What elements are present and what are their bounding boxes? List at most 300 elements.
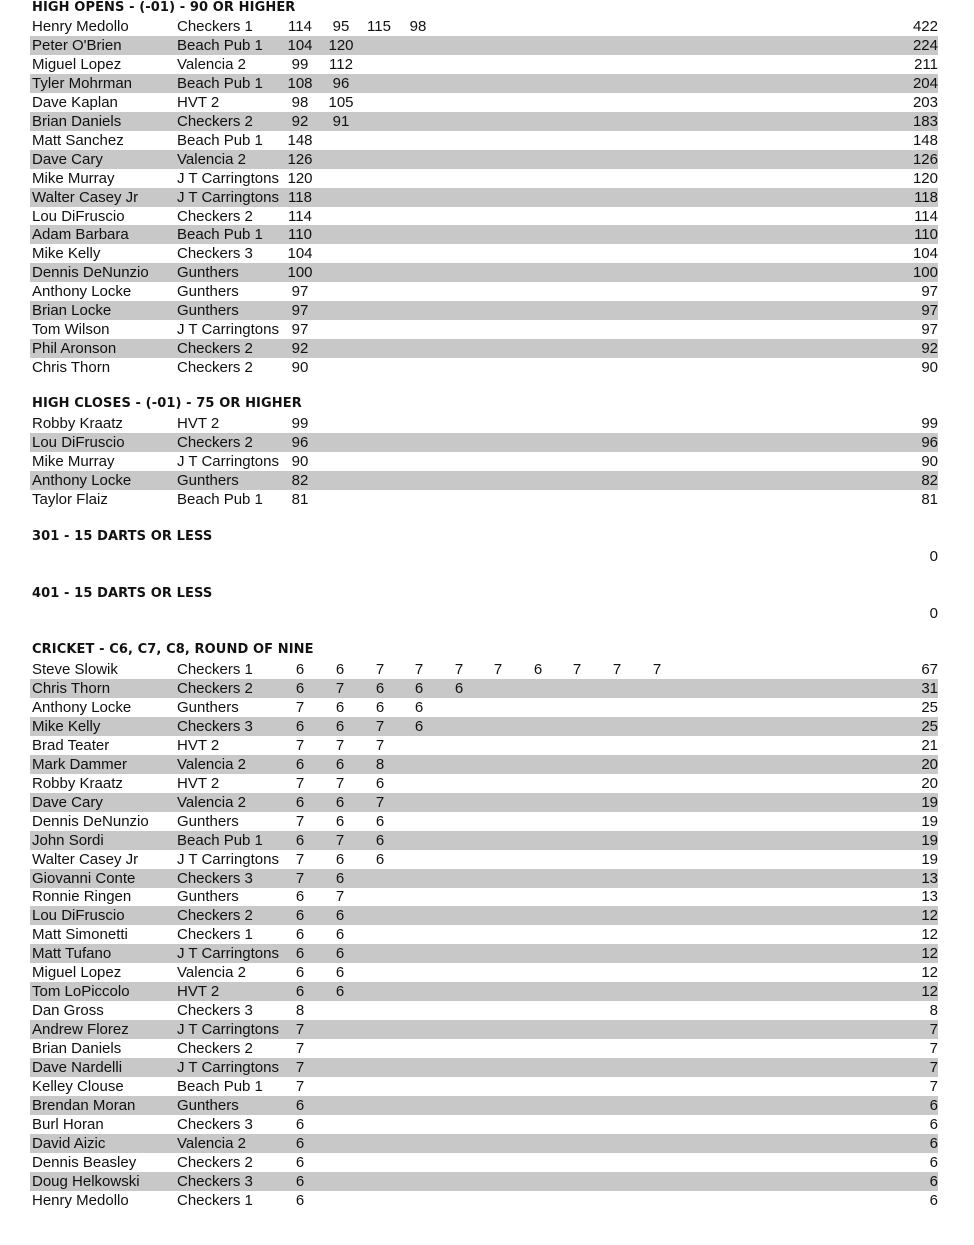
score-cell: 6 [295,793,305,811]
score-cell: 7 [295,812,305,830]
table-row [30,1115,938,1134]
team-name: Checkers 2 [177,433,253,451]
player-name: Anthony Locke [32,471,132,489]
table-row [30,812,938,831]
team-name: Gunthers [177,264,239,282]
team-name: J T Carringtons [177,188,279,206]
score-cell: 6 [335,907,345,925]
score-cell: 115 [367,18,391,35]
player-name: Matt Tufano [32,945,112,963]
player-name: Mike Kelly [32,717,101,735]
team-name: Checkers 1 [177,18,253,35]
score-cell: 99 [291,55,309,73]
team-name: Checkers 3 [177,717,253,735]
score-cell: 96 [332,74,350,92]
row-total: 7 [929,1040,938,1057]
team-name: Checkers 2 [177,359,253,377]
score-cell: 105 [328,93,354,111]
table-row [30,1096,938,1115]
score-cell: 6 [375,812,385,830]
table-row [30,36,938,55]
score-cell: 7 [572,661,582,678]
table-row [30,698,938,717]
score-cell: 120 [287,169,313,187]
table-row [30,1191,938,1210]
row-total: 148 [912,131,938,149]
row-total: 120 [912,169,938,187]
player-name: Dave Cary [32,150,103,168]
team-name: J T Carringtons [177,1021,279,1038]
player-name: Tom Wilson [32,321,110,339]
team-name: Checkers 3 [177,1002,253,1020]
player-name: Robby Kraatz [32,415,123,432]
player-name: Lou DiFruscio [32,207,125,225]
team-name: Checkers 2 [177,207,253,225]
player-name: Steve Slowik [32,661,118,678]
team-name: J T Carringtons [177,945,279,963]
player-name: Lou DiFruscio [32,433,125,451]
score-cell: 6 [335,661,345,678]
score-cell: 7 [295,869,305,887]
player-name: Miguel Lopez [32,55,122,73]
section-title: HIGH CLOSES - (-01) - 75 OR HIGHER [32,396,302,411]
row-total: 99 [921,415,938,432]
row-total: 224 [912,37,938,54]
player-name: Mike Murray [32,452,115,470]
score-cell: 6 [295,831,305,849]
table-row [30,850,938,869]
score-cell: 6 [295,680,305,697]
table-row [30,55,938,74]
team-name: Checkers 1 [177,661,253,678]
team-name: Beach Pub 1 [177,1077,263,1095]
table-row [30,131,938,150]
row-total: 25 [921,717,938,735]
row-total: 96 [921,433,938,451]
score-cell: 6 [375,774,385,792]
score-cell: 6 [414,717,424,735]
score-cell: 6 [335,755,345,773]
row-total: 6 [929,1191,938,1209]
score-cell: 7 [295,774,305,792]
score-cell: 7 [295,1021,305,1038]
row-total: 422 [912,18,938,35]
score-cell: 92 [291,340,309,358]
table-row [30,679,938,698]
section-title: 401 - 15 DARTS OR LESS [32,586,213,601]
row-total: 13 [921,888,938,906]
team-name: Checkers 3 [177,869,253,887]
team-name: HVT 2 [177,983,220,1001]
score-cell: 6 [295,1115,305,1133]
team-name: J T Carringtons [177,169,279,187]
table-row [30,320,938,339]
player-name: Anthony Locke [32,283,132,301]
section-title: 301 - 15 DARTS OR LESS [32,529,213,544]
team-name: Valencia 2 [177,755,246,773]
row-total: 20 [921,755,938,773]
team-name: Checkers 1 [177,926,253,944]
score-cell: 108 [287,74,313,92]
score-cell: 6 [375,831,385,849]
row-total: 114 [914,207,938,225]
row-total: 104 [912,245,938,263]
player-name: Mike Kelly [32,245,101,263]
player-name: Brendan Moran [32,1096,136,1114]
team-name: Beach Pub 1 [177,490,263,508]
player-name: Taylor Flaiz [32,490,108,508]
score-cell: 6 [295,964,305,982]
score-cell: 90 [291,359,309,377]
score-cell: 95 [332,18,350,35]
player-name: Dennis Beasley [32,1153,137,1171]
row-total: 82 [921,471,938,489]
row-total: 110 [914,226,938,244]
score-cell: 114 [288,18,312,35]
row-total: 92 [921,340,938,358]
row-total: 6 [929,1172,938,1190]
score-cell: 7 [335,774,345,792]
player-name: Burl Horan [32,1115,104,1133]
score-cell: 104 [287,37,313,54]
score-cell: 118 [288,188,312,206]
row-total: 6 [929,1134,938,1152]
score-cell: 148 [287,131,313,149]
row-total: 97 [921,321,938,339]
score-cell: 7 [295,1059,305,1076]
table-row [30,1134,938,1153]
table-row [30,869,938,888]
team-name: J T Carringtons [177,1059,279,1076]
score-cell: 6 [533,661,543,678]
score-cell: 6 [295,717,305,735]
score-cell: 97 [291,321,309,339]
score-cell: 81 [291,490,309,508]
table-row [30,755,938,774]
player-name: Dennis DeNunzio [32,812,149,830]
score-cell: 100 [287,264,313,282]
team-name: Checkers 2 [177,680,253,697]
score-cell: 120 [328,37,354,54]
table-row [30,982,938,1001]
row-total: 19 [921,793,938,811]
row-total: 31 [921,680,938,697]
row-total: 118 [914,188,938,206]
team-name: Gunthers [177,471,239,489]
row-total: 19 [921,812,938,830]
player-name: Mike Murray [32,169,115,187]
score-cell: 104 [287,245,313,263]
table-row [30,793,938,812]
score-cell: 6 [375,680,385,697]
team-name: Beach Pub 1 [177,831,263,849]
table-row [30,301,938,320]
score-cell: 6 [295,1191,305,1209]
player-name: Ronnie Ringen [32,888,132,906]
score-cell: 7 [335,831,345,849]
player-name: Andrew Florez [32,1021,129,1038]
table-row [30,1001,938,1020]
score-cell: 97 [291,283,309,301]
table-row [30,944,938,963]
player-name: Brian Daniels [32,112,122,130]
score-cell: 98 [291,93,309,111]
table-row [30,1172,938,1191]
table-row [30,1077,938,1096]
team-name: Checkers 3 [177,1172,253,1190]
team-name: Valencia 2 [177,793,246,811]
row-total: 100 [912,264,938,282]
table-row [30,660,938,679]
player-name: Kelley Clouse [32,1077,124,1095]
player-name: Walter Casey Jr [32,188,139,206]
score-cell: 6 [295,661,305,678]
player-name: Miguel Lopez [32,964,122,982]
table-row [30,225,938,244]
team-name: J T Carringtons [177,850,279,868]
team-name: Beach Pub 1 [177,226,263,244]
score-cell: 7 [414,661,424,678]
table-row [30,339,938,358]
table-row [30,717,938,736]
row-total: 19 [921,850,938,868]
player-name: Chris Thorn [32,680,111,697]
player-name: Anthony Locke [32,698,132,716]
team-name: Beach Pub 1 [177,37,263,54]
score-cell: 82 [291,471,309,489]
score-cell: 126 [287,150,313,168]
table-row [30,490,938,509]
player-name: Brad Teater [32,736,110,754]
table-row [30,1020,938,1039]
player-name: John Sordi [32,831,104,849]
score-cell: 6 [335,964,345,982]
team-name: Gunthers [177,302,239,320]
score-cell: 6 [454,680,464,697]
team-name: Gunthers [177,888,239,906]
score-cell: 112 [329,55,353,73]
player-name: Brian Daniels [32,1040,122,1057]
player-name: Chris Thorn [32,359,111,377]
score-cell: 7 [652,661,662,678]
table-row [30,207,938,226]
player-name: Matt Simonetti [32,926,128,944]
row-total: 19 [921,831,938,849]
table-row [30,452,938,471]
score-cell: 8 [295,1002,305,1020]
player-name: Peter O'Brien [32,37,122,54]
team-name: HVT 2 [177,93,220,111]
row-total: 13 [921,869,938,887]
row-total: 203 [912,93,938,111]
table-row [30,414,938,433]
row-total: 6 [929,1096,938,1114]
row-total: 211 [914,55,938,73]
player-name: Henry Medollo [32,1191,129,1209]
table-row [30,74,938,93]
score-cell: 97 [291,302,309,320]
team-name: Checkers 1 [177,1191,253,1209]
player-name: Phil Aronson [32,340,117,358]
team-name: Gunthers [177,283,239,301]
score-cell: 7 [375,661,385,678]
team-name: J T Carringtons [177,321,279,339]
player-name: Dave Cary [32,793,103,811]
player-name: Giovanni Conte [32,869,136,887]
row-total: 7 [929,1077,938,1095]
team-name: Checkers 2 [177,112,253,130]
score-cell: 7 [375,717,385,735]
score-cell: 7 [375,736,385,754]
score-cell: 7 [375,793,385,811]
row-total: 20 [921,774,938,792]
score-cell: 7 [612,661,622,678]
team-name: Checkers 2 [177,1040,253,1057]
team-name: Beach Pub 1 [177,131,263,149]
score-cell: 91 [332,112,350,130]
team-name: HVT 2 [177,415,220,432]
score-cell: 8 [375,755,385,773]
score-cell: 7 [335,888,345,906]
row-total: 21 [921,736,938,754]
player-name: Tom LoPiccolo [32,983,130,1001]
row-total: 90 [921,452,938,470]
score-cell: 6 [295,1134,305,1152]
table-row [30,1058,938,1077]
score-cell: 7 [295,1077,305,1095]
score-cell: 7 [493,661,503,678]
table-row [30,358,938,377]
table-row [30,93,938,112]
score-cell: 6 [335,850,345,868]
player-name: Mark Dammer [32,755,128,773]
row-total: 12 [921,964,938,982]
row-total: 7 [929,1059,938,1076]
score-cell: 7 [295,850,305,868]
score-cell: 6 [335,869,345,887]
score-cell: 99 [291,415,309,432]
player-name: Tyler Mohrman [32,74,133,92]
score-cell: 110 [288,226,312,244]
row-total: 97 [921,283,938,301]
row-total: 12 [921,907,938,925]
score-cell: 6 [295,1153,305,1171]
player-name: Adam Barbara [32,226,129,244]
row-total: 204 [912,74,938,92]
score-cell: 6 [295,907,305,925]
team-name: Valencia 2 [177,1134,246,1152]
row-total: 126 [912,150,938,168]
score-cell: 6 [295,1172,305,1190]
table-row [30,925,938,944]
row-total: 81 [921,490,938,508]
table-row [30,112,938,131]
table-row [30,244,938,263]
player-name: Doug Helkowski [32,1172,140,1190]
table-row [30,17,938,36]
team-name: Checkers 2 [177,1153,253,1171]
team-name: Valencia 2 [177,150,246,168]
section-total: 0 [929,548,938,565]
row-total: 12 [921,983,938,1001]
row-total: 6 [929,1115,938,1133]
row-total: 12 [921,926,938,944]
score-cell: 6 [295,926,305,944]
team-name: Beach Pub 1 [177,74,263,92]
player-name: Dan Gross [32,1002,104,1020]
score-cell: 6 [335,926,345,944]
row-total: 183 [912,112,938,130]
player-name: Robby Kraatz [32,774,123,792]
row-total: 90 [921,359,938,377]
score-cell: 114 [288,207,312,225]
table-row [30,736,938,755]
team-name: Valencia 2 [177,55,246,73]
row-total: 7 [929,1021,938,1038]
team-name: Gunthers [177,1096,239,1114]
score-cell: 6 [295,888,305,906]
table-row [30,433,938,452]
score-cell: 6 [295,983,305,1001]
team-name: Checkers 2 [177,340,253,358]
score-cell: 7 [335,680,345,697]
score-cell: 6 [335,983,345,1001]
table-row [30,831,938,850]
player-name: Dennis DeNunzio [32,264,149,282]
score-cell: 6 [414,680,424,697]
score-cell: 90 [291,452,309,470]
score-cell: 6 [335,793,345,811]
score-cell: 6 [335,698,345,716]
team-name: Gunthers [177,812,239,830]
score-cell: 6 [375,850,385,868]
score-cell: 6 [335,945,345,963]
score-cell: 6 [335,812,345,830]
score-cell: 6 [295,945,305,963]
row-total: 25 [921,698,938,716]
row-total: 12 [921,945,938,963]
score-cell: 6 [295,1096,305,1114]
team-name: HVT 2 [177,736,220,754]
team-name: Checkers 2 [177,907,253,925]
table-row [30,963,938,982]
player-name: Dave Kaplan [32,93,118,111]
player-name: Brian Locke [32,302,112,320]
table-row [30,887,938,906]
score-cell: 7 [295,736,305,754]
section-title: HIGH OPENS - (-01) - 90 OR HIGHER [32,0,296,15]
score-cell: 6 [335,717,345,735]
section-total: 0 [929,605,938,622]
team-name: Gunthers [177,698,239,716]
table-row [30,282,938,301]
table-row [30,471,938,490]
player-name: David Aizic [32,1134,106,1152]
team-name: J T Carringtons [177,452,279,470]
table-row [30,169,938,188]
table-row [30,774,938,793]
score-cell: 7 [295,1040,305,1057]
player-name: Walter Casey Jr [32,850,139,868]
player-name: Matt Sanchez [32,131,124,149]
row-total: 6 [929,1153,938,1171]
score-cell: 96 [291,433,309,451]
team-name: Valencia 2 [177,964,246,982]
score-cell: 7 [454,661,464,678]
table-row [30,188,938,207]
team-name: HVT 2 [177,774,220,792]
score-cell: 98 [409,18,427,35]
